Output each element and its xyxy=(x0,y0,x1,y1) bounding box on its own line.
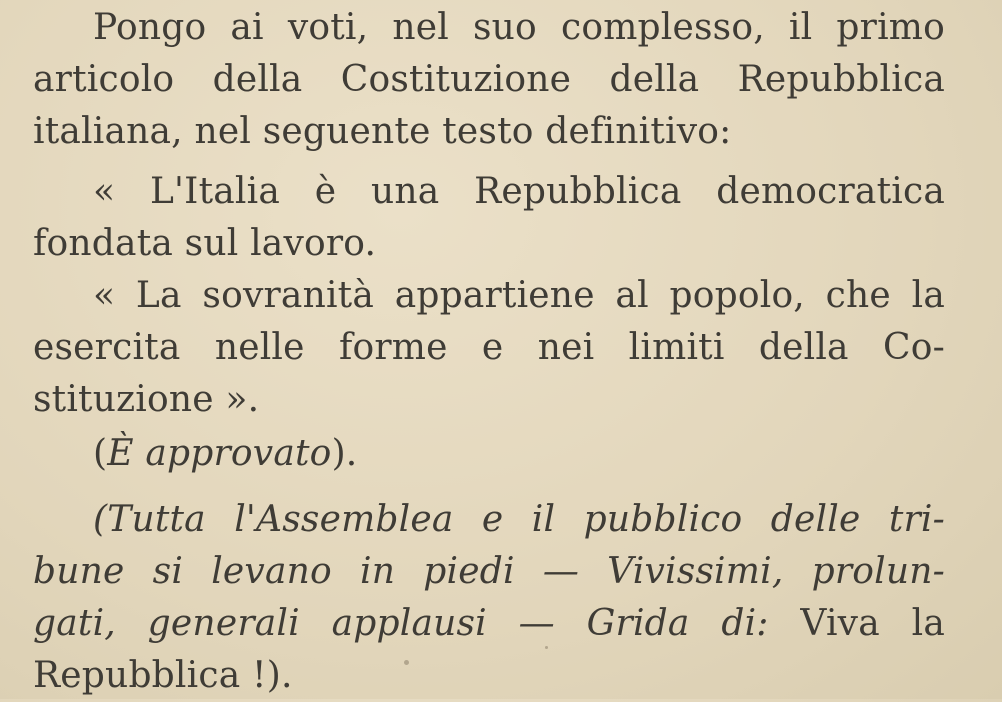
text-line: articolo della Costituzione della Repubblica xyxy=(33,59,945,100)
text-line: stituzione ». xyxy=(33,379,260,420)
paragraph-article-clause-2 xyxy=(33,270,945,426)
paren-close: ). xyxy=(331,433,358,474)
text-line: « La sovranità appartiene al popolo, che la xyxy=(93,275,945,316)
text-line: « L'Italia è una Repubblica democratica xyxy=(93,171,945,212)
approved-italic: È approvato xyxy=(107,433,332,474)
text-line: Pongo ai voti, nel suo complesso, il primo xyxy=(93,7,945,48)
text-line: (Tutta l'Assemblea e il pubblico delle tri- xyxy=(93,499,945,540)
paren-open: ( xyxy=(93,433,108,474)
text-line: fondata sul lavoro. xyxy=(33,223,377,264)
paragraph-article-clause-1 xyxy=(33,166,945,270)
paragraph-vote-intro xyxy=(33,2,945,158)
text-roman-segment: Viva la xyxy=(768,603,945,644)
paper-speck xyxy=(545,646,548,649)
text-italic-segment: gati, generali applausi — Grida di: xyxy=(33,603,769,644)
text-line: italiana, nel seguente testo definitivo: xyxy=(33,111,732,152)
text-line: esercita nelle forme e nei limiti della Co- xyxy=(33,327,945,368)
paragraph-approved xyxy=(33,428,945,480)
text-line xyxy=(33,428,945,480)
text-line: bune si levano in piedi — Vivissimi, prolun- xyxy=(33,551,945,592)
text-line: Repubblica !). xyxy=(33,655,293,696)
paper-speck xyxy=(404,660,409,665)
text-line xyxy=(33,598,945,650)
paragraph-applause xyxy=(33,494,945,702)
